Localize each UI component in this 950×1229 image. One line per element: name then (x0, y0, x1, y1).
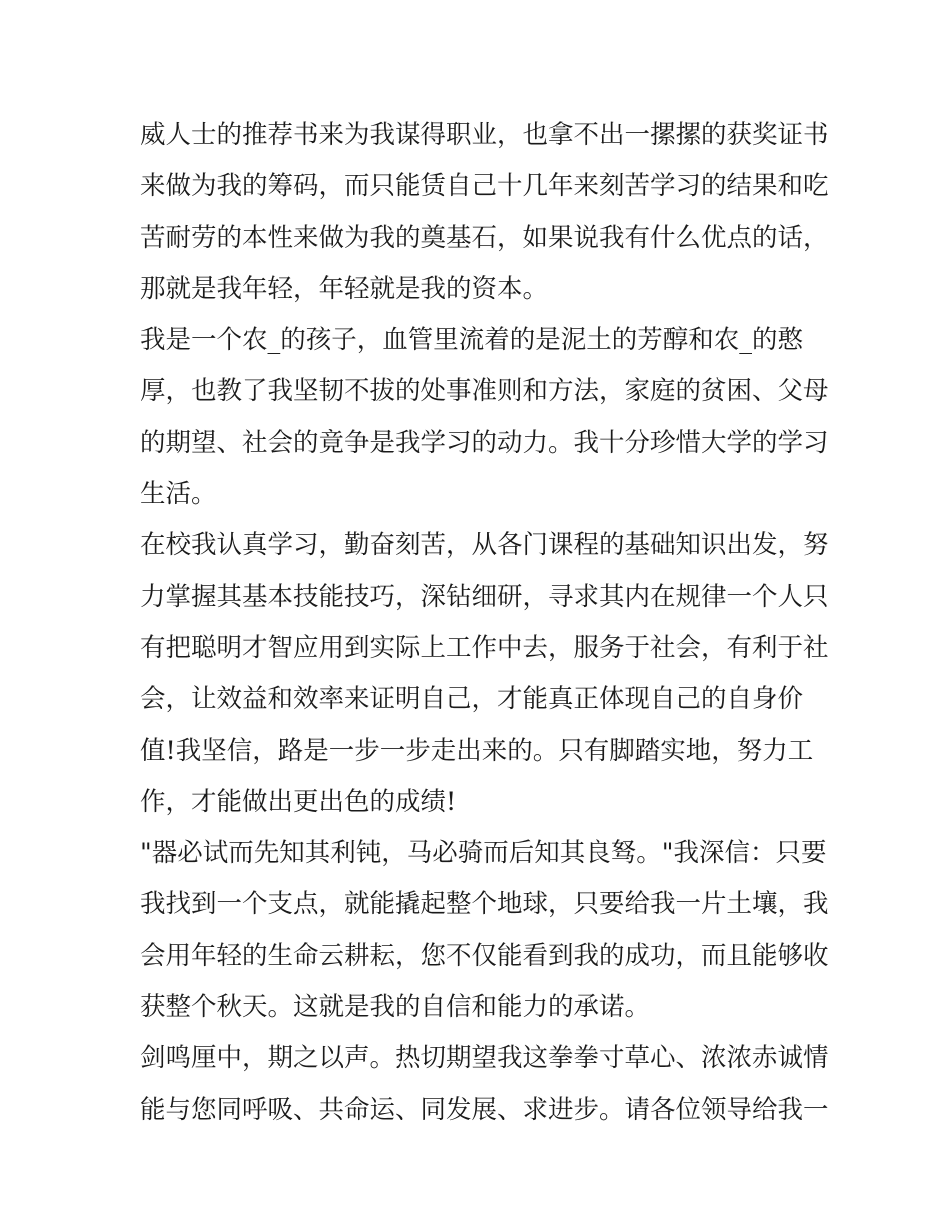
text-line: 作，才能做出更出色的成绩! (140, 786, 457, 817)
text-line: 在校我认真学习，勤奋刻苦，从各门课程的基础知识出发，努 (140, 530, 829, 561)
text-line: 剑鸣厘中，期之以声。热切期望我这拳拳寸草心、浓浓赤诚情 (140, 1043, 829, 1074)
document-body (140, 110, 829, 1136)
text-line: 值!我坚信，路是一步一步走出来的。只有脚踏实地，努力工 (140, 735, 814, 766)
text-line: 力掌握其基本技能技巧，深钻细研，寻求其内在规律一个人只 (140, 581, 829, 612)
text-line: 厚，也教了我坚韧不拔的处事准则和方法，家庭的贫困、父母 (140, 376, 829, 407)
text-line: 获整个秋天。这就是我的自信和能力的承诺。 (140, 992, 651, 1023)
text-line: 能与您同呼吸、共命运、同发展、求进步。请各位领导给我一 (140, 1094, 829, 1125)
text-line: "器必试而先知其利钝，马必骑而后知其良驽。"我深信：只要 (140, 838, 827, 869)
text-line: 那就是我年轻，年轻就是我的资本。 (140, 273, 549, 304)
text-line: 会用年轻的生命云耕耘，您不仅能看到我的成功，而且能够收 (140, 940, 829, 971)
text-line: 有把聪明才智应用到实际上工作中去，服务于社会，有利于社 (140, 632, 829, 663)
text-line: 威人士的推荐书来为我谋得职业，也拿不出一摞摞的获奖证书 (140, 120, 829, 150)
text-line: 来做为我的筹码，而只能赁自己十几年来刻苦学习的结果和吃 (140, 171, 829, 202)
text-line: 生活。 (140, 479, 217, 510)
text-line: 我找到一个支点，就能撬起整个地球，只要给我一片土壤，我 (140, 889, 829, 920)
text-line: 我是一个农_的孩子，血管里流着的是泥土的芳醇和农_的憨 (140, 325, 804, 356)
text-line: 苦耐劳的本性来做为我的奠基石，如果说我有什么优点的话， (140, 222, 829, 253)
text-line: 会，让效益和效率来证明自己，才能真正体现自己的自身价 (140, 684, 804, 715)
text-line: 的期望、社会的竟争是我学习的动力。我十分珍惜大学的学习 (140, 427, 829, 458)
